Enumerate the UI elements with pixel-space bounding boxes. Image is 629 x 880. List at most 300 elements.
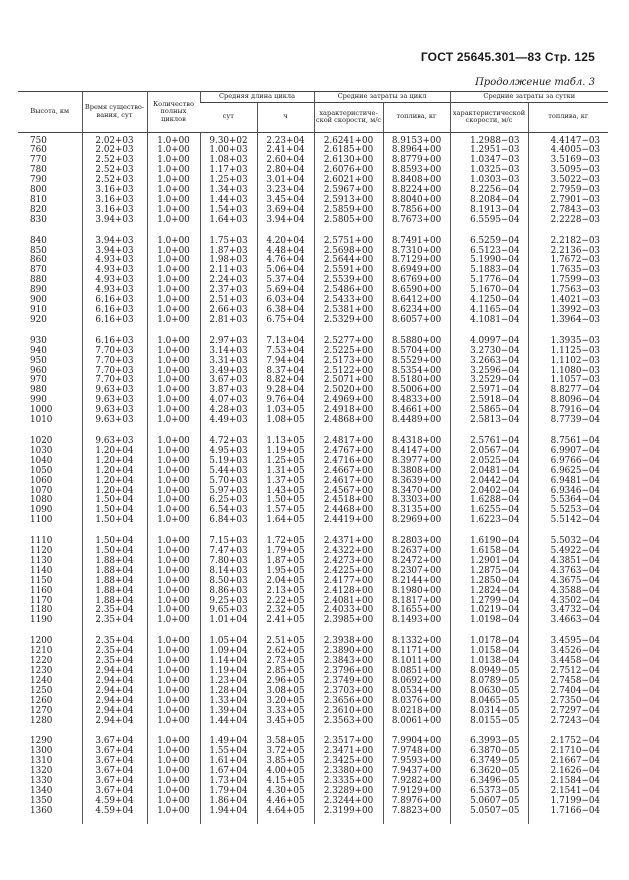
cycles-cell: 1.0+00: [147, 547, 200, 557]
time-cell: 1.88+04: [82, 597, 147, 607]
table-row: [18, 477, 608, 487]
cycle-speed-cell: 2.6241+00: [314, 132, 383, 146]
day-speed-cell: 8.2084−04: [450, 196, 528, 206]
day-speed-cell: 8.0789−05: [450, 677, 528, 687]
cycle-hours-cell: 4.48+04: [257, 247, 314, 257]
time-cell: 1.20+04: [82, 487, 147, 497]
height-cell: 800: [30, 185, 47, 196]
day-speed-cell: 5.1990−04: [450, 256, 528, 266]
cycle-fuel-cell: 7.9437+00: [383, 767, 450, 777]
day-speed-cell: 1.0219−04: [450, 606, 528, 616]
day-fuel-cell: 1.1102−03: [528, 357, 608, 367]
cycle-days-cell: 4.49+03: [200, 416, 257, 433]
cycle-hours-cell: 4.76+04: [257, 256, 314, 266]
cycle-hours-cell: 5.37+04: [257, 276, 314, 286]
cycle-fuel-cell: 7.9904+00: [383, 733, 450, 747]
day-fuel-cell: 1.3935−03: [528, 333, 608, 347]
height-cell: 1070: [30, 485, 53, 496]
day-speed-cell: 1.0198−04: [450, 616, 528, 633]
day-fuel-cell: 2.2182−03: [528, 233, 608, 247]
height-cell: 1160: [30, 585, 53, 596]
cycle-fuel-cell: 8.1332+00: [383, 633, 450, 647]
cycle-speed-cell: 2.5751+00: [314, 233, 383, 247]
col-fuel: топлива, кг: [383, 102, 450, 132]
cycle-fuel-cell: 8.6057+00: [383, 316, 450, 333]
cycle-fuel-cell: 8.4661+00: [383, 406, 450, 416]
time-cell: 4.59+04: [82, 807, 147, 824]
height-cell: 900: [30, 295, 47, 306]
time-cell: 2.02+03: [82, 146, 147, 156]
cycle-speed-cell: 2.3985+00: [314, 616, 383, 633]
cycles-cell: 1.0+00: [147, 396, 200, 406]
time-cell: 1.50+04: [82, 496, 147, 506]
cycle-hours-cell: 2.85+05: [257, 667, 314, 677]
day-speed-cell: 6.3496−05: [450, 777, 528, 787]
cycles-cell: 1.0+00: [147, 333, 200, 347]
cycle-hours-cell: 2.73+05: [257, 657, 314, 667]
day-fuel-cell: 6.9766−04: [528, 457, 608, 467]
cycles-cell: 1.0+00: [147, 687, 200, 697]
time-cell: 2.52+03: [82, 176, 147, 186]
cycle-fuel-cell: 8.9153+00: [383, 132, 450, 146]
day-fuel-cell: 1.3964−03: [528, 316, 608, 333]
cycle-fuel-cell: 7.8823+00: [383, 807, 450, 824]
height-cell: 1210: [30, 646, 53, 657]
cycle-hours-cell: 4.15+05: [257, 777, 314, 787]
cycle-hours-cell: 3.94+04: [257, 216, 314, 233]
cycles-cell: 1.0+00: [147, 733, 200, 747]
cycle-speed-cell: 2.3380+00: [314, 767, 383, 777]
cycle-speed-cell: 2.5486+00: [314, 286, 383, 296]
col-hours: ч: [257, 102, 314, 132]
cycle-speed-cell: 2.4033+00: [314, 606, 383, 616]
day-fuel-cell: 2.1584−04: [528, 777, 608, 787]
cycle-fuel-cell: 8.8408+00: [383, 176, 450, 186]
time-cell: 1.50+04: [82, 547, 147, 557]
cycle-speed-cell: 2.5805+00: [314, 216, 383, 233]
cycle-hours-cell: 3.23+04: [257, 186, 314, 196]
height-cell: 870: [30, 265, 47, 276]
height-cell: 770: [30, 155, 47, 166]
cycle-hours-cell: 2.62+05: [257, 647, 314, 657]
day-speed-cell: 1.2875−04: [450, 567, 528, 577]
height-cell: 760: [30, 145, 47, 156]
cycle-speed-cell: 2.4081+00: [314, 597, 383, 607]
cycle-days-cell: 1.64+03: [200, 216, 257, 233]
height-cell: 1060: [30, 475, 53, 486]
cycle-fuel-cell: 8.3303+00: [383, 496, 450, 506]
cycle-hours-cell: 2.80+04: [257, 166, 314, 176]
time-cell: 6.16+03: [82, 296, 147, 306]
cycle-hours-cell: 5.06+04: [257, 266, 314, 276]
cycle-fuel-cell: 8.0692+00: [383, 677, 450, 687]
cycle-fuel-cell: 8.2307+00: [383, 567, 450, 577]
cycle-hours-cell: 1.08+05: [257, 416, 314, 433]
time-cell: 2.52+03: [82, 156, 147, 166]
cycle-days-cell: 1.54+03: [200, 206, 257, 216]
cycle-speed-cell: 2.3289+00: [314, 787, 383, 797]
height-cell: 1220: [30, 656, 53, 667]
time-cell: 3.94+03: [82, 247, 147, 257]
col-height: Высота, км: [18, 92, 82, 133]
cycle-days-cell: 7.80+03: [200, 557, 257, 567]
height-cell: 1010: [30, 415, 53, 426]
day-speed-cell: 1.0138−04: [450, 657, 528, 667]
cycle-days-cell: 2.37+03: [200, 286, 257, 296]
time-cell: 7.70+03: [82, 357, 147, 367]
height-cell: 1130: [30, 555, 53, 566]
cycle-days-cell: 7.15+03: [200, 533, 257, 547]
cycle-days-cell: 1.55+04: [200, 747, 257, 757]
day-fuel-cell: 1.7672−03: [528, 256, 608, 266]
col-group-cost-per-cycle: Средние затраты за цикл: [314, 92, 450, 103]
cycle-days-cell: 3.31+03: [200, 357, 257, 367]
cycle-days-cell: 5.97+03: [200, 487, 257, 497]
cycle-hours-cell: 3.08+05: [257, 687, 314, 697]
cycle-speed-cell: 2.4767+00: [314, 447, 383, 457]
day-fuel-cell: 5.5364−04: [528, 496, 608, 506]
table-row: [18, 216, 608, 233]
cycle-hours-cell: 3.85+05: [257, 757, 314, 767]
day-fuel-cell: 4.4147−03: [528, 132, 608, 146]
cycle-days-cell: 4.72+03: [200, 433, 257, 447]
cycle-days-cell: 7.47+03: [200, 547, 257, 557]
height-cell: 1340: [30, 785, 53, 796]
day-speed-cell: 1.2850−04: [450, 577, 528, 587]
cycles-cell: 1.0+00: [147, 447, 200, 457]
cycle-speed-cell: 2.3425+00: [314, 757, 383, 767]
day-speed-cell: 8.0465−05: [450, 697, 528, 707]
day-fuel-cell: 1.4021−03: [528, 296, 608, 306]
day-speed-cell: 4.1250−04: [450, 296, 528, 306]
height-cell: 990: [30, 395, 47, 406]
table-row: [18, 807, 608, 824]
day-speed-cell: 4.0997−04: [450, 333, 528, 347]
cycles-cell: 1.0+00: [147, 477, 200, 487]
cycles-cell: 1.0+00: [147, 457, 200, 467]
cycle-fuel-cell: 7.9593+00: [383, 757, 450, 767]
cycle-fuel-cell: 8.7491+00: [383, 233, 450, 247]
time-cell: 3.67+04: [82, 747, 147, 757]
height-cell: 750: [30, 135, 47, 146]
col-char-speed-day: характеристической скорости, м/с: [450, 102, 528, 132]
day-speed-cell: 4.1081−04: [450, 316, 528, 333]
day-speed-cell: 6.5373−05: [450, 787, 528, 797]
cycles-cell: 1.0+00: [147, 606, 200, 616]
cycle-hours-cell: 1.72+05: [257, 533, 314, 547]
day-speed-cell: 8.0314−05: [450, 707, 528, 717]
day-speed-cell: 8.0949−05: [450, 667, 528, 677]
time-cell: 1.88+04: [82, 557, 147, 567]
cycle-hours-cell: 3.58+05: [257, 733, 314, 747]
cycle-hours-cell: 1.31+05: [257, 467, 314, 477]
cycle-fuel-cell: 8.2803+00: [383, 533, 450, 547]
col-time: Время существования, сут: [82, 92, 147, 133]
height-cell: 1180: [30, 605, 53, 616]
cycles-cell: 1.0+00: [147, 266, 200, 276]
cycle-speed-cell: 2.3796+00: [314, 667, 383, 677]
cycle-days-cell: 1.39+04: [200, 707, 257, 717]
time-cell: 2.02+03: [82, 132, 147, 146]
day-speed-cell: 5.1670−04: [450, 286, 528, 296]
cycle-speed-cell: 2.5644+00: [314, 256, 383, 266]
time-cell: 2.94+04: [82, 677, 147, 687]
cycles-cell: 1.0+00: [147, 357, 200, 367]
cycles-cell: 1.0+00: [147, 386, 200, 396]
day-fuel-cell: 1.3992−03: [528, 306, 608, 316]
height-cell: 1200: [30, 636, 53, 647]
cycles-cell: 1.0+00: [147, 633, 200, 647]
cycle-days-cell: 1.08+03: [200, 156, 257, 166]
day-speed-cell: 6.5259−04: [450, 233, 528, 247]
day-fuel-cell: 4.3502−04: [528, 597, 608, 607]
day-speed-cell: 1.2824−04: [450, 587, 528, 597]
day-speed-cell: 2.5918−04: [450, 396, 528, 406]
day-fuel-cell: 2.7243−04: [528, 717, 608, 734]
time-cell: 2.94+04: [82, 697, 147, 707]
day-fuel-cell: 2.2228−03: [528, 216, 608, 233]
time-cell: 2.35+04: [82, 606, 147, 616]
cycle-days-cell: 1.73+04: [200, 777, 257, 787]
day-speed-cell: 1.6190−04: [450, 533, 528, 547]
cycle-speed-cell: 2.5381+00: [314, 306, 383, 316]
day-fuel-cell: 1.7199−04: [528, 797, 608, 807]
cycle-speed-cell: 2.5859+00: [314, 206, 383, 216]
cycle-speed-cell: 2.5071+00: [314, 376, 383, 386]
time-cell: 2.52+03: [82, 166, 147, 176]
cycle-days-cell: 4.07+03: [200, 396, 257, 406]
day-fuel-cell: 8.7561−04: [528, 433, 608, 447]
cycle-hours-cell: 2.41+05: [257, 616, 314, 633]
cycles-cell: 1.0+00: [147, 156, 200, 166]
height-cell: 1230: [30, 666, 53, 676]
time-cell: 3.16+03: [82, 206, 147, 216]
day-speed-cell: 2.0442−04: [450, 477, 528, 487]
cycle-speed-cell: 2.3656+00: [314, 697, 383, 707]
cycle-speed-cell: 2.5277+00: [314, 333, 383, 347]
day-fuel-cell: 1.7563−03: [528, 286, 608, 296]
cycle-hours-cell: 6.03+04: [257, 296, 314, 306]
cycles-cell: 1.0+00: [147, 416, 200, 433]
day-speed-cell: 1.2988−03: [450, 132, 528, 146]
day-fuel-cell: 8.8096−04: [528, 396, 608, 406]
time-cell: 4.93+03: [82, 256, 147, 266]
cycles-cell: 1.0+00: [147, 647, 200, 657]
height-cell: 930: [30, 335, 47, 346]
day-speed-cell: 1.2901−04: [450, 557, 528, 567]
day-speed-cell: 2.5813−04: [450, 416, 528, 433]
time-cell: 1.88+04: [82, 577, 147, 587]
cycle-hours-cell: 1.79+05: [257, 547, 314, 557]
cycle-fuel-cell: 8.5529+00: [383, 357, 450, 367]
cycle-speed-cell: 2.4518+00: [314, 496, 383, 506]
cycles-cell: 1.0+00: [147, 667, 200, 677]
cycle-days-cell: 9.65+03: [200, 606, 257, 616]
cycle-hours-cell: 1.13+05: [257, 433, 314, 447]
table-continuation-note: Продолжение табл. 3: [475, 77, 595, 88]
cycle-fuel-cell: 8.7310+00: [383, 247, 450, 257]
cycle-hours-cell: 3.69+04: [257, 206, 314, 216]
cycle-days-cell: 1.49+04: [200, 733, 257, 747]
cycle-hours-cell: 3.45+05: [257, 717, 314, 734]
day-speed-cell: 2.0402−04: [450, 487, 528, 497]
cycles-cell: 1.0+00: [147, 186, 200, 196]
cycle-hours-cell: 1.19+05: [257, 447, 314, 457]
cycle-speed-cell: 2.6185+00: [314, 146, 383, 156]
cycle-fuel-cell: 8.8593+00: [383, 166, 450, 176]
cycle-hours-cell: 4.00+05: [257, 767, 314, 777]
time-cell: 4.93+03: [82, 266, 147, 276]
time-cell: 3.16+03: [82, 186, 147, 196]
cycle-hours-cell: 8.37+04: [257, 367, 314, 377]
col-days: сут: [200, 102, 257, 132]
cycle-speed-cell: 2.6130+00: [314, 156, 383, 166]
cycle-fuel-cell: 8.7129+00: [383, 256, 450, 266]
cycles-cell: 1.0+00: [147, 406, 200, 416]
cycles-cell: 1.0+00: [147, 797, 200, 807]
day-speed-cell: 6.3993−05: [450, 733, 528, 747]
day-fuel-cell: 2.7901−03: [528, 196, 608, 206]
cycle-hours-cell: 1.43+05: [257, 487, 314, 497]
day-speed-cell: 1.0303−03: [450, 176, 528, 186]
col-char-speed: характеристической скорости, м/с: [314, 102, 383, 132]
cycle-fuel-cell: 8.8224+00: [383, 186, 450, 196]
height-cell: 1300: [30, 746, 53, 757]
cycles-cell: 1.0+00: [147, 767, 200, 777]
cycle-fuel-cell: 8.4489+00: [383, 416, 450, 433]
cycle-days-cell: 1.14+04: [200, 657, 257, 667]
day-fuel-cell: 2.1667−04: [528, 757, 608, 767]
cycle-days-cell: 1.94+04: [200, 807, 257, 824]
day-speed-cell: 5.0607−05: [450, 797, 528, 807]
height-cell: 860: [30, 255, 47, 266]
height-cell: 1270: [30, 705, 53, 716]
cycle-days-cell: 2.97+03: [200, 333, 257, 347]
day-speed-cell: 1.6223−04: [450, 516, 528, 533]
day-fuel-cell: 1.1125−03: [528, 347, 608, 357]
cycles-cell: 1.0+00: [147, 677, 200, 687]
height-cell: 880: [30, 275, 47, 286]
cycle-fuel-cell: 8.3470+00: [383, 487, 450, 497]
cycles-cell: 1.0+00: [147, 347, 200, 357]
height-cell: 1170: [30, 595, 53, 606]
day-fuel-cell: 1.1080−03: [528, 367, 608, 377]
day-speed-cell: 5.1883−04: [450, 266, 528, 276]
height-cell: 1240: [30, 675, 53, 686]
day-speed-cell: 6.3870−05: [450, 747, 528, 757]
cycle-hours-cell: 4.64+05: [257, 807, 314, 824]
cycle-speed-cell: 2.5173+00: [314, 357, 383, 367]
cycle-days-cell: 6.54+03: [200, 506, 257, 516]
cycles-cell: 1.0+00: [147, 296, 200, 306]
cycle-speed-cell: 2.4419+00: [314, 516, 383, 533]
day-speed-cell: 1.0178−04: [450, 633, 528, 647]
cycle-speed-cell: 2.4322+00: [314, 547, 383, 557]
day-speed-cell: 1.2951−03: [450, 146, 528, 156]
cycle-speed-cell: 2.5913+00: [314, 196, 383, 206]
height-cell: 1030: [30, 445, 53, 456]
day-speed-cell: 6.3620−05: [450, 767, 528, 777]
time-cell: 3.67+04: [82, 787, 147, 797]
cycle-speed-cell: 2.5967+00: [314, 186, 383, 196]
cycle-speed-cell: 2.4128+00: [314, 587, 383, 597]
cycle-speed-cell: 2.5433+00: [314, 296, 383, 306]
cycle-hours-cell: 1.03+05: [257, 406, 314, 416]
table-row: [18, 416, 608, 433]
cycle-hours-cell: 9.28+04: [257, 386, 314, 396]
cycle-hours-cell: 1.87+05: [257, 557, 314, 567]
height-cell: 1080: [30, 495, 53, 506]
cycle-hours-cell: 3.72+05: [257, 747, 314, 757]
cycle-hours-cell: 1.95+05: [257, 567, 314, 577]
time-cell: 9.63+03: [82, 386, 147, 396]
day-fuel-cell: 4.3851−04: [528, 557, 608, 567]
time-cell: 2.35+04: [82, 616, 147, 633]
cycle-speed-cell: 2.5591+00: [314, 266, 383, 276]
day-fuel-cell: 3.5169−03: [528, 156, 608, 166]
cycle-hours-cell: 9.76+04: [257, 396, 314, 406]
day-speed-cell: 5.0507−05: [450, 807, 528, 824]
cycles-cell: 1.0+00: [147, 146, 200, 156]
cycles-cell: 1.0+00: [147, 577, 200, 587]
day-fuel-cell: 8.8277−04: [528, 386, 608, 396]
cycle-speed-cell: 2.5539+00: [314, 276, 383, 286]
cycle-days-cell: 1.44+04: [200, 717, 257, 734]
day-speed-cell: 1.2799−04: [450, 597, 528, 607]
cycle-hours-cell: 4.30+05: [257, 787, 314, 797]
height-cell: 1140: [30, 565, 53, 576]
cycle-hours-cell: 2.32+05: [257, 606, 314, 616]
cycle-days-cell: 1.09+04: [200, 647, 257, 657]
cycles-cell: 1.0+00: [147, 777, 200, 787]
cycle-fuel-cell: 7.8976+00: [383, 797, 450, 807]
cycles-cell: 1.0+00: [147, 747, 200, 757]
col-fuel-day: топлива, кг: [528, 102, 608, 132]
cycle-days-cell: 3.67+03: [200, 376, 257, 386]
day-fuel-cell: 4.3763−04: [528, 567, 608, 577]
cycle-fuel-cell: 8.1011+00: [383, 657, 450, 667]
height-cell: 1040: [30, 455, 53, 466]
height-cell: 1360: [30, 805, 53, 816]
cycle-speed-cell: 2.4817+00: [314, 433, 383, 447]
day-speed-cell: 8.0630−05: [450, 687, 528, 697]
cycle-speed-cell: 2.3471+00: [314, 747, 383, 757]
cycle-speed-cell: 2.4969+00: [314, 396, 383, 406]
day-fuel-cell: 6.9481−04: [528, 477, 608, 487]
cycle-days-cell: 1.05+04: [200, 633, 257, 647]
day-speed-cell: 8.0155−05: [450, 717, 528, 734]
cycle-hours-cell: 2.41+04: [257, 146, 314, 156]
cycles-cell: 1.0+00: [147, 597, 200, 607]
cycle-days-cell: 3.49+03: [200, 367, 257, 377]
time-cell: 2.94+04: [82, 687, 147, 697]
cycle-days-cell: 1.79+04: [200, 787, 257, 797]
cycle-days-cell: 5.19+03: [200, 457, 257, 467]
day-fuel-cell: 4.4005−03: [528, 146, 608, 156]
cycles-cell: 1.0+00: [147, 376, 200, 386]
cycle-fuel-cell: 8.4833+00: [383, 396, 450, 406]
table-row: [18, 633, 608, 647]
cycles-cell: 1.0+00: [147, 216, 200, 233]
cycle-speed-cell: 2.3335+00: [314, 777, 383, 787]
table-row: [18, 516, 608, 533]
cycle-days-cell: 2.81+03: [200, 316, 257, 333]
cycle-days-cell: 3.87+03: [200, 386, 257, 396]
time-cell: 3.94+03: [82, 233, 147, 247]
cycle-fuel-cell: 8.6412+00: [383, 296, 450, 306]
time-cell: 3.67+04: [82, 777, 147, 787]
height-cell: 940: [30, 345, 47, 356]
